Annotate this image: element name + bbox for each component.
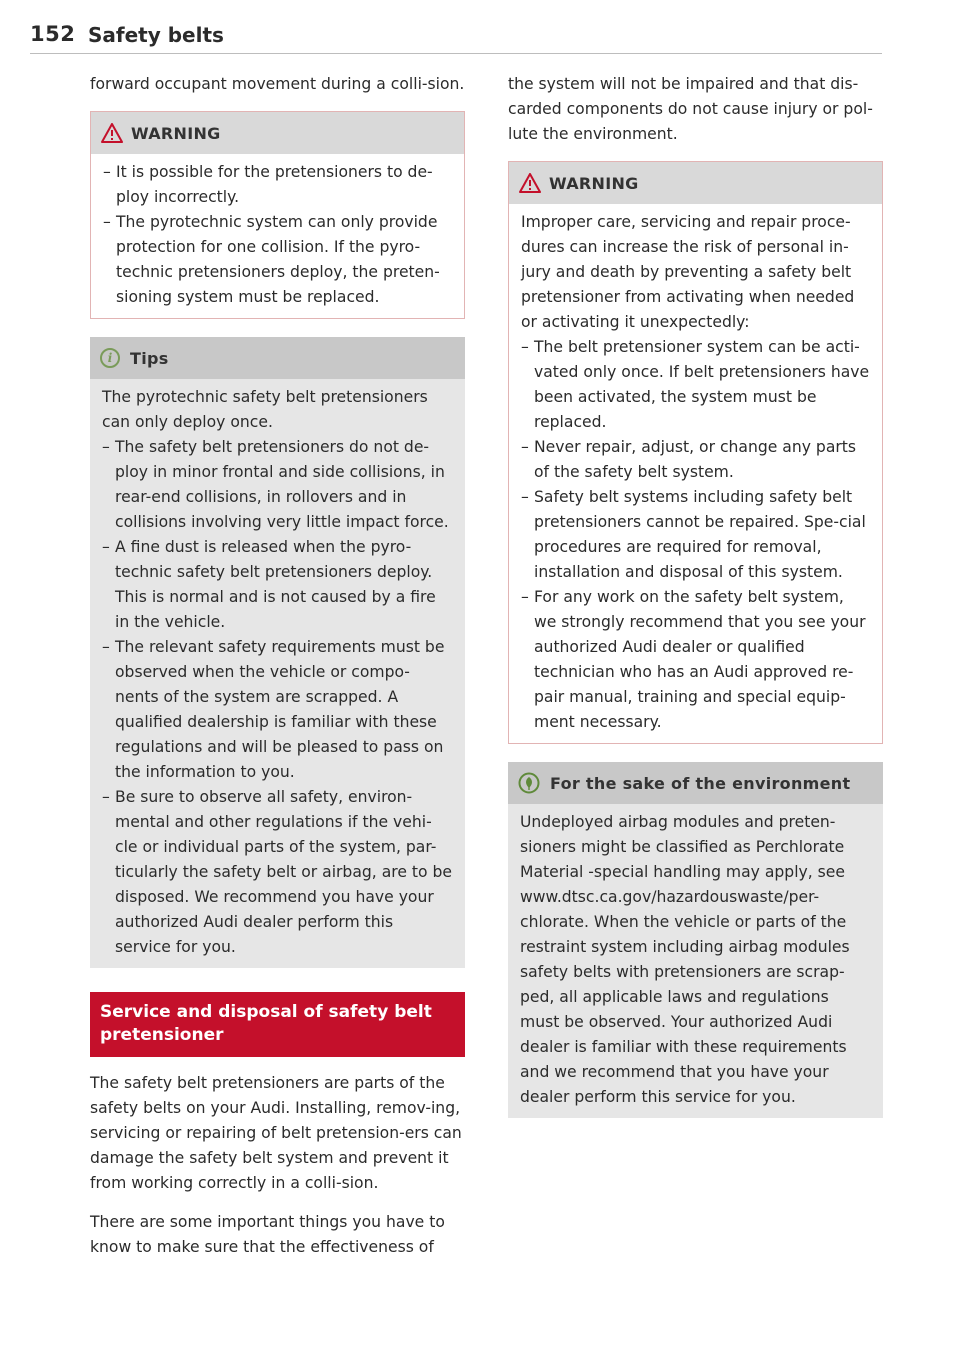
- left-warning-box: [90, 111, 465, 319]
- warning-list: [521, 335, 870, 735]
- list-item: – A fine dust is released when the pyro-technic safety belt pretensioners deploy. This is normal and is not caused by a fire in the vehicle.: [102, 535, 453, 635]
- list-item: – Never repair, adjust, or change any parts of the safety belt system.: [521, 435, 870, 485]
- list-item: – The safety belt pretensioners do not de-ploy in minor frontal and side collisions, in rear-end collisions, in rollovers and in collisions involving very little impact force.: [102, 435, 453, 535]
- warning-header: [509, 162, 882, 204]
- list-item: – It is possible for the pretensioners to de-ploy incorrectly.: [103, 160, 452, 210]
- right-intro-text: the system will not be impaired and that dis-carded components do not cause injury or pol-lute the environment.: [508, 75, 873, 143]
- page-number: 152: [30, 22, 76, 46]
- tips-box: [90, 337, 465, 968]
- warning-triangle-icon: [519, 173, 541, 193]
- info-icon: i: [100, 348, 120, 368]
- environment-header: [508, 762, 883, 804]
- list-item: – The belt pretensioner system can be acti-vated only once. If belt pretensioners have been activated, the system must be replaced.: [521, 335, 870, 435]
- tips-lead-text: The pyrotechnic safety belt pretensioners can only deploy once.: [102, 388, 428, 431]
- environment-text: Undeployed airbag modules and preten-sioners might be classified as Perchlorate Material -special handling may apply, see www.dtsc.ca.gov/hazardouswaste/per-chlorate. When the vehicle or parts of the restraint system including airbag modules safety belts with pretensioners are scrap-ped, all applicable laws and regulations must be observed. Your authorized Audi dealer is familiar with these requirements and we recommend that you have your dealer perform this service for you.: [520, 813, 850, 1106]
- environment-leaf-icon: [518, 772, 540, 794]
- list-item: – The relevant safety requirements must be observed when the vehicle or compo-nents of the system are scrapped. A qualified dealership is familiar with these regulations and will be pleased to pass on the information to you.: [102, 635, 453, 785]
- warning-header: [91, 112, 464, 154]
- list-item: – For any work on the safety belt system, we strongly recommend that you see your authorized Audi dealer or qualified technician who has an Audi approved re-pair manual, training and special equip-ment necessary.: [521, 585, 870, 735]
- right-column: [508, 72, 883, 1134]
- environment-box: [508, 762, 883, 1118]
- list-item: – The pyrotechnic system can only provide protection for one collision. If the pyro-technic pretensioners deploy, the preten-sioning system must be replaced.: [103, 210, 452, 310]
- warning-lead-text: Improper care, servicing and repair proce-dures can increase the risk of personal in-jury and death by preventing a safety belt pretensioner from activating when needed or activating it unexpectedly:: [521, 213, 855, 331]
- warning-label: WARNING: [549, 173, 639, 193]
- right-warning-box: [508, 161, 883, 744]
- section-title: Safety belts: [88, 23, 224, 47]
- left-column: [90, 72, 465, 1274]
- list-item: – Safety belt systems including safety belt pretensioners cannot be repaired. Spe-cial procedures are required for removal, installation and disposal of this system.: [521, 485, 870, 585]
- list-item: – Be sure to observe all safety, environ-mental and other regulations if the vehi-cle or individual parts of the system, par-ticularly the safety belt or airbag, are to be disposed. We recommend you have your authorized Audi dealer perform this service for you.: [102, 785, 453, 960]
- section-heading: Service and disposal of safety belt pretensioner: [90, 992, 465, 1057]
- environment-label: For the sake of the environment: [550, 773, 851, 793]
- tips-list: [102, 435, 453, 960]
- body-paragraph: The safety belt pretensioners are parts of the safety belts on your Audi. Installing, remov-ing, servicing or repairing of belt pretension-ers can damage the safety belt system and prevent it from working correctly in a colli-sion.: [90, 1074, 462, 1192]
- warning-list: [103, 160, 452, 310]
- tips-label: Tips: [130, 348, 169, 368]
- warning-triangle-icon: [101, 123, 123, 143]
- body-paragraph: There are some important things you have to know to make sure that the effectiveness of: [90, 1213, 445, 1256]
- page-header: [30, 22, 882, 54]
- tips-header: [90, 337, 465, 379]
- warning-label: WARNING: [131, 123, 221, 143]
- left-intro-text: forward occupant movement during a colli-sion.: [90, 75, 465, 93]
